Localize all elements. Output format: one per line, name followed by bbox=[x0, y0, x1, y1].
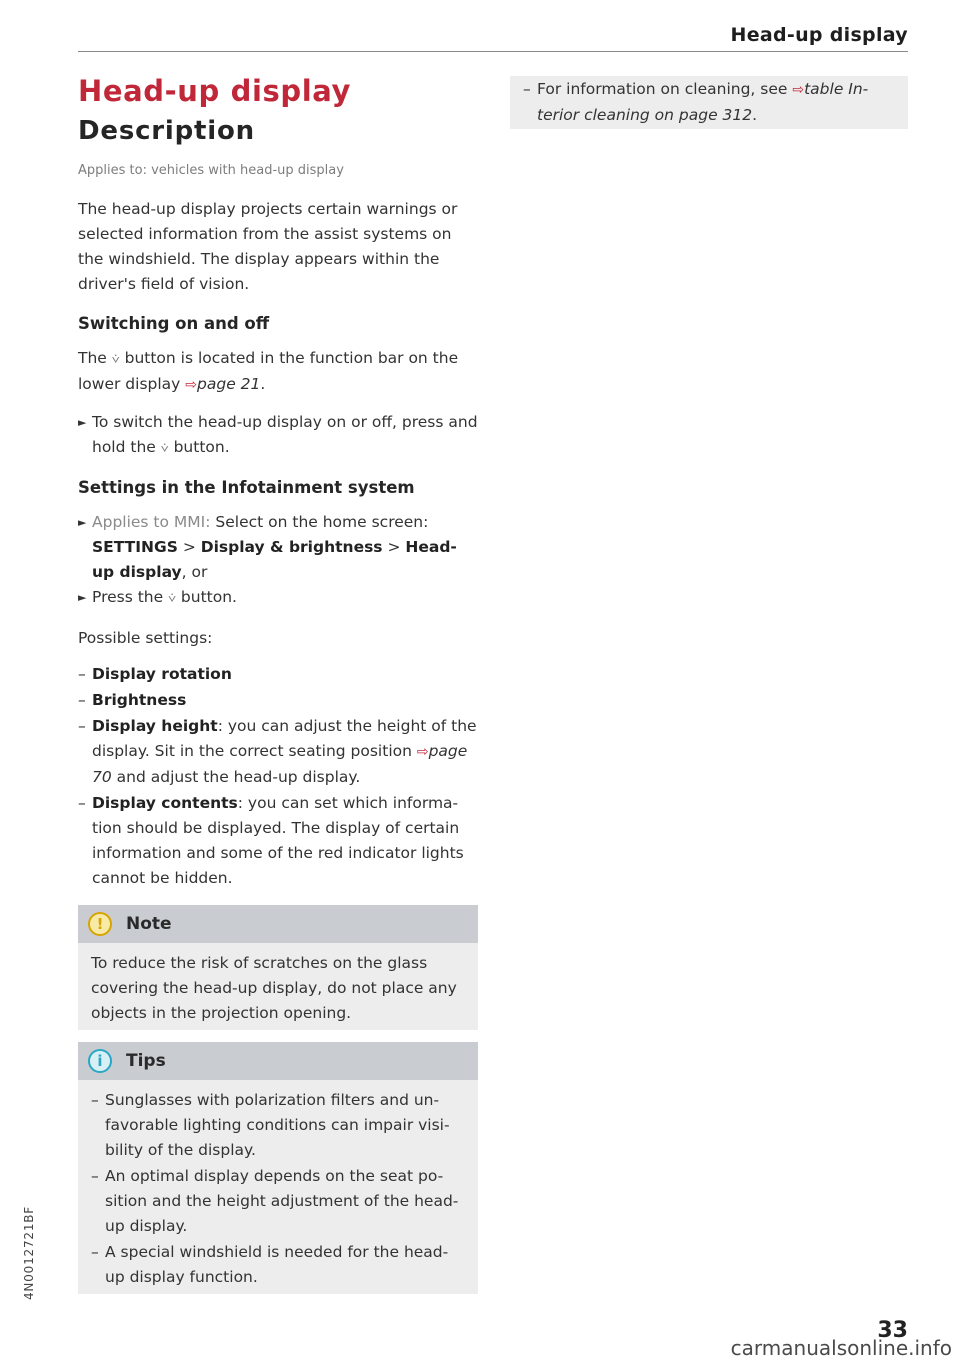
note-box bbox=[78, 905, 478, 1030]
page-title: Head-up display bbox=[78, 74, 352, 108]
running-header: Head-up display bbox=[730, 24, 908, 46]
menu-path-settings: SETTINGS bbox=[92, 538, 178, 556]
applies-to: Applies to: vehicles with head-up display bbox=[78, 163, 344, 178]
switching-paragraph: The ⩒ button is located in the function bar on the lower display ⇨page 21. bbox=[78, 349, 459, 393]
arrow-icon: ⇨ bbox=[792, 82, 805, 98]
settings-step-2: ► Press the ⩒ button. bbox=[78, 585, 478, 611]
header-rule bbox=[78, 51, 908, 52]
left-column bbox=[78, 72, 478, 1294]
page-ref-link[interactable]: page 70 bbox=[92, 742, 468, 786]
tip-item: – Sunglasses with polarization filters and un-favorable lighting conditions can impair visi-bility of the display. bbox=[91, 1091, 450, 1159]
list-item: – Display rotation bbox=[78, 665, 232, 683]
settings-step-1: ► Applies to MMI: Select on the home screen: SETTINGS > Display & brightness > Head-up display, or bbox=[78, 510, 478, 585]
note-text: To reduce the risk of scratches on the glass covering the head-up display, do not place any objects in the projection opening. bbox=[91, 954, 457, 1022]
page-number: 33 bbox=[877, 1318, 908, 1343]
page-ref-link[interactable]: page 21 bbox=[197, 375, 261, 393]
bullet-arrow-icon: ► bbox=[78, 516, 87, 529]
page-ref-link[interactable]: table In-terior cleaning on page 312 bbox=[537, 80, 869, 124]
intro-paragraph: The head-up display projects certain warnings or selected information from the assist systems on the windshield. The display appears within the driver's field of vision. bbox=[78, 200, 458, 293]
tip-item: – A special windshield is needed for the head-up display function. bbox=[91, 1243, 449, 1286]
tips-box bbox=[78, 1042, 478, 1294]
document-code: 4N0012721BF bbox=[22, 1206, 36, 1300]
list-item: – Display contents: you can set which informa-tion should be displayed. The display of certain information and some of the red indicator lights cannot be hidden. bbox=[78, 794, 464, 887]
head-up-display-icon: ⩒ bbox=[111, 352, 120, 367]
list-item: – Brightness bbox=[78, 691, 187, 709]
info-icon: i bbox=[88, 1049, 112, 1073]
tips-body bbox=[78, 1080, 478, 1294]
menu-path-head-up: Head-up display bbox=[92, 538, 457, 581]
note-header: ! Note bbox=[78, 905, 478, 943]
bullet-arrow-icon: ► bbox=[78, 591, 87, 604]
head-up-display-icon: ⩒ bbox=[168, 591, 176, 606]
cleaning-reference: – For information on cleaning, see ⇨table In-terior cleaning on page 312. bbox=[523, 80, 869, 124]
tips-header: i Tips bbox=[78, 1042, 478, 1080]
settings-heading: Settings in the Infotainment system bbox=[78, 478, 415, 497]
list-item: – Display height: you can adjust the height of the display. Sit in the correct seating position ⇨page 70 and adjust the head-up display. bbox=[78, 717, 477, 786]
footer-watermark: carmanualsonline.info bbox=[730, 1336, 952, 1360]
cleaning-reference-box bbox=[510, 76, 908, 129]
arrow-icon: ⇨ bbox=[416, 744, 429, 760]
menu-path-display-brightness: Display & brightness bbox=[200, 538, 383, 556]
section-title: Description bbox=[78, 116, 255, 146]
tip-item: – An optimal display depends on the seat po-sition and the height adjustment of the head-up display. bbox=[91, 1167, 459, 1235]
warning-icon: ! bbox=[88, 912, 112, 936]
switching-heading: Switching on and off bbox=[78, 314, 270, 333]
settings-list bbox=[78, 662, 478, 891]
possible-settings-label: Possible settings: bbox=[78, 629, 213, 647]
note-body bbox=[78, 943, 478, 1030]
head-up-display-icon: ⩒ bbox=[160, 441, 169, 456]
switching-step: ► To switch the head-up display on or off, press and hold the ⩒ button. bbox=[78, 410, 478, 461]
bullet-arrow-icon: ► bbox=[78, 416, 87, 429]
arrow-icon: ⇨ bbox=[185, 377, 198, 393]
